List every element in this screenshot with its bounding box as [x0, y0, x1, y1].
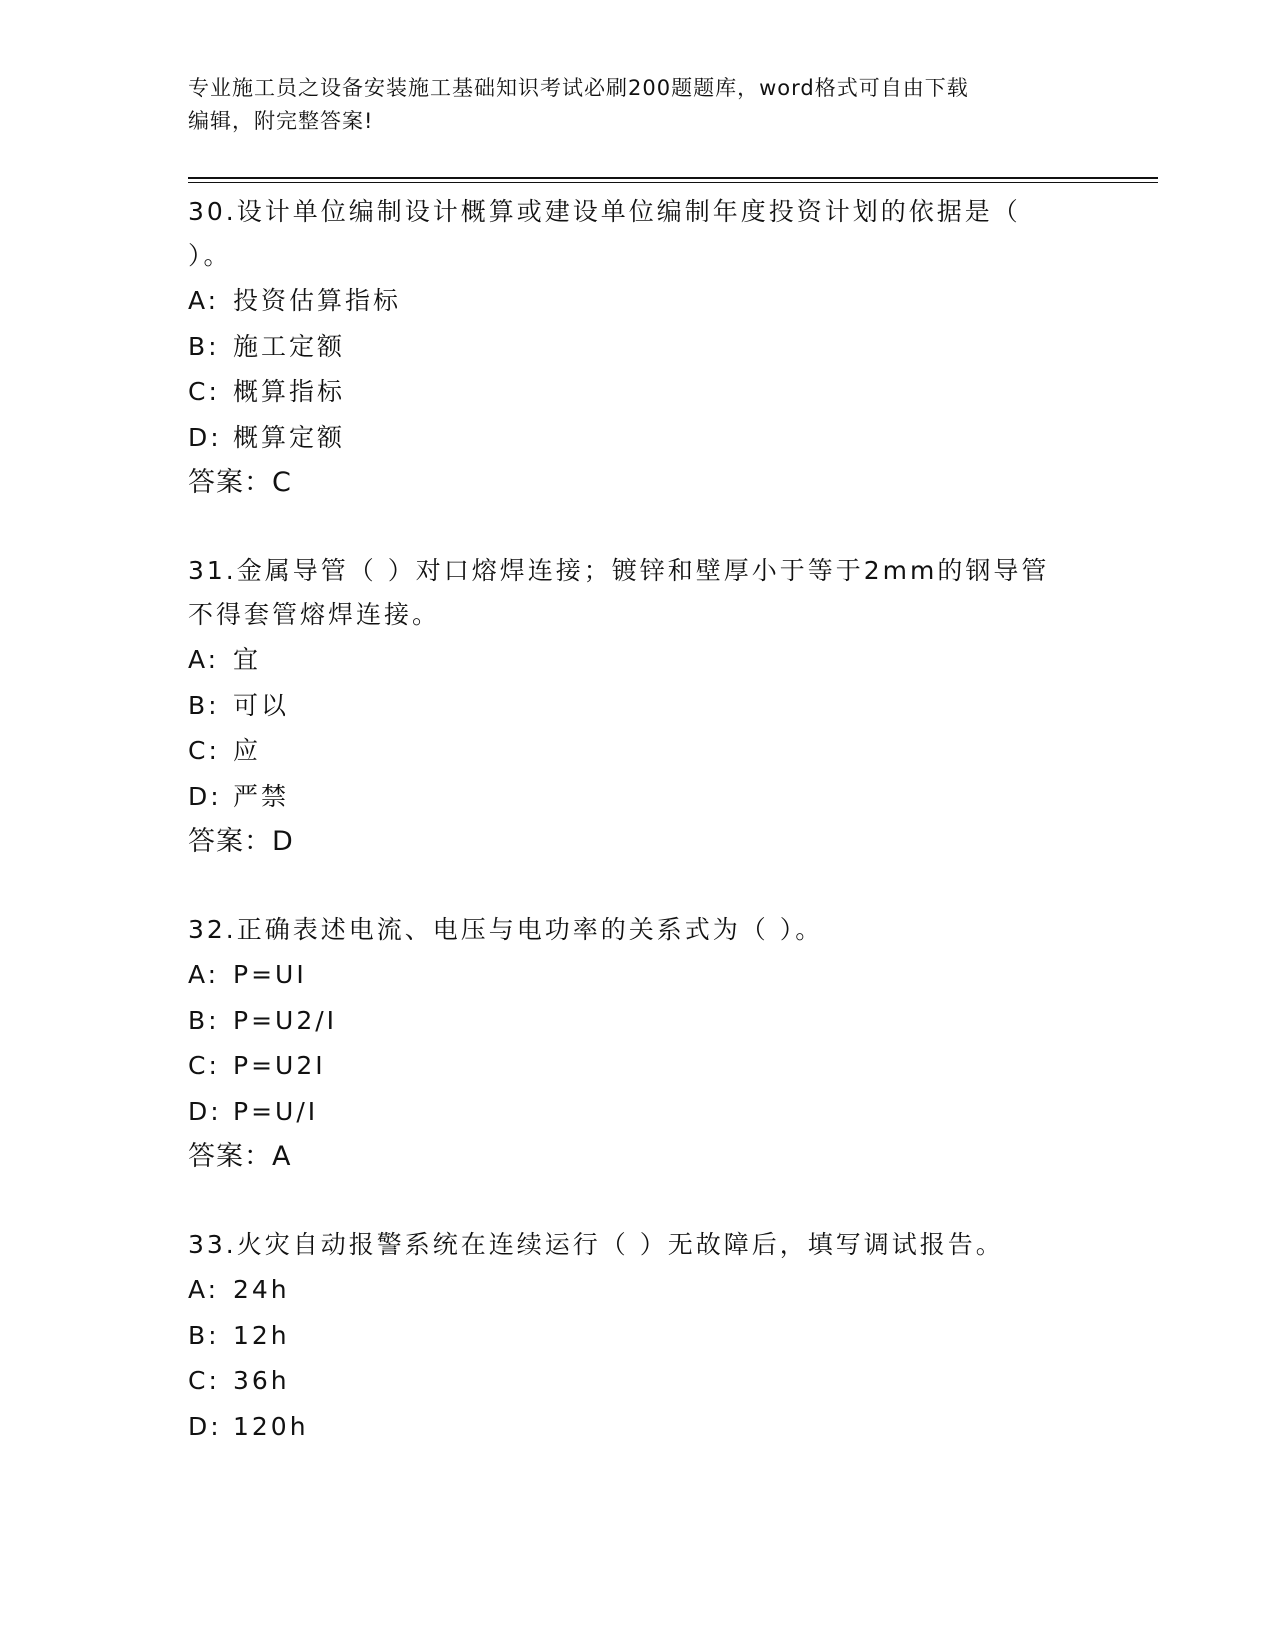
option-letter: D: — [188, 781, 222, 811]
option-letter: D: — [188, 1411, 222, 1441]
question-spacer — [188, 865, 1088, 908]
option-letter: C: — [188, 736, 220, 765]
option-a — [188, 637, 1088, 683]
answer-line: 答案：D — [188, 826, 294, 857]
header-line-1: 专业施工员之设备安装施工基础知识考试必刷200题题库，word格式可自由下载 — [188, 76, 969, 100]
option-a — [188, 1267, 1088, 1313]
document-page — [188, 0, 1158, 1650]
option-letter: C: — [188, 1366, 220, 1395]
header-divider-thick — [188, 177, 1158, 179]
document-header — [188, 72, 1088, 138]
answer-line: 答案：A — [188, 1141, 292, 1172]
option-letter: A: — [188, 1275, 220, 1304]
header-line-2: 编辑，附完整答案! — [188, 109, 374, 133]
option-text: 12h — [233, 1320, 290, 1350]
option-text: 严禁 — [233, 781, 290, 811]
option-text: 36h — [233, 1366, 290, 1395]
option-letter: B: — [188, 331, 220, 361]
option-text: 概算指标 — [233, 377, 346, 406]
option-text: 24h — [233, 1275, 290, 1304]
option-text: 施工定额 — [233, 331, 346, 361]
option-c — [188, 1043, 1088, 1089]
option-text: 可以 — [233, 690, 290, 720]
option-letter: B: — [188, 690, 220, 720]
option-b — [188, 683, 1088, 729]
option-text: 宜 — [233, 645, 262, 674]
option-b — [188, 324, 1088, 370]
option-c — [188, 728, 1088, 774]
question-spacer — [188, 506, 1088, 549]
option-d — [188, 1404, 1088, 1450]
option-letter: D: — [188, 1096, 222, 1126]
option-b — [188, 998, 1088, 1044]
question-32 — [188, 908, 1088, 1180]
option-letter: C: — [188, 1051, 220, 1080]
option-letter: D: — [188, 422, 222, 452]
option-text: 概算定额 — [233, 422, 346, 452]
question-30 — [188, 190, 1088, 506]
option-b — [188, 1313, 1088, 1359]
option-d — [188, 415, 1088, 461]
option-a — [188, 278, 1088, 324]
stem-line: 32.正确表述电流、电压与电功率的关系式为（ ）。 — [188, 915, 824, 944]
header-divider-thin — [188, 182, 1158, 183]
option-d — [188, 774, 1088, 820]
option-c — [188, 369, 1088, 415]
option-text: P=U2/I — [233, 1005, 338, 1035]
option-d — [188, 1089, 1088, 1135]
option-text: 120h — [233, 1411, 309, 1441]
option-text: 投资估算指标 — [233, 286, 402, 315]
question-spacer — [188, 1180, 1088, 1223]
option-text: P=UI — [233, 960, 307, 989]
question-31 — [188, 549, 1088, 865]
option-a — [188, 952, 1088, 998]
question-list — [188, 190, 1088, 1449]
stem-line: 33.火灾自动报警系统在连续运行（ ）无故障后，填写调试报告。 — [188, 1230, 1004, 1259]
option-text: P=U/I — [233, 1096, 319, 1126]
question-stem — [188, 908, 1088, 952]
option-c — [188, 1358, 1088, 1404]
stem-line: ）。 — [188, 241, 232, 270]
option-letter: B: — [188, 1320, 220, 1350]
question-stem — [188, 549, 1088, 637]
option-letter: A: — [188, 960, 220, 989]
option-text: 应 — [233, 736, 262, 765]
stem-line: 30.设计单位编制设计概算或建设单位编制年度投资计划的依据是（ — [188, 197, 1021, 226]
option-letter: B: — [188, 1005, 220, 1035]
option-letter: C: — [188, 377, 220, 406]
question-stem — [188, 1223, 1088, 1267]
stem-line: 不得套管熔焊连接。 — [188, 600, 441, 629]
option-text: P=U2I — [233, 1051, 326, 1080]
question-stem — [188, 190, 1088, 278]
option-letter: A: — [188, 286, 220, 315]
option-letter: A: — [188, 645, 220, 674]
question-33 — [188, 1223, 1088, 1449]
stem-line: 31.金属导管（ ）对口熔焊连接；镀锌和壁厚小于等于2mm的钢导管 — [188, 556, 1050, 585]
answer-line: 答案：C — [188, 467, 292, 498]
